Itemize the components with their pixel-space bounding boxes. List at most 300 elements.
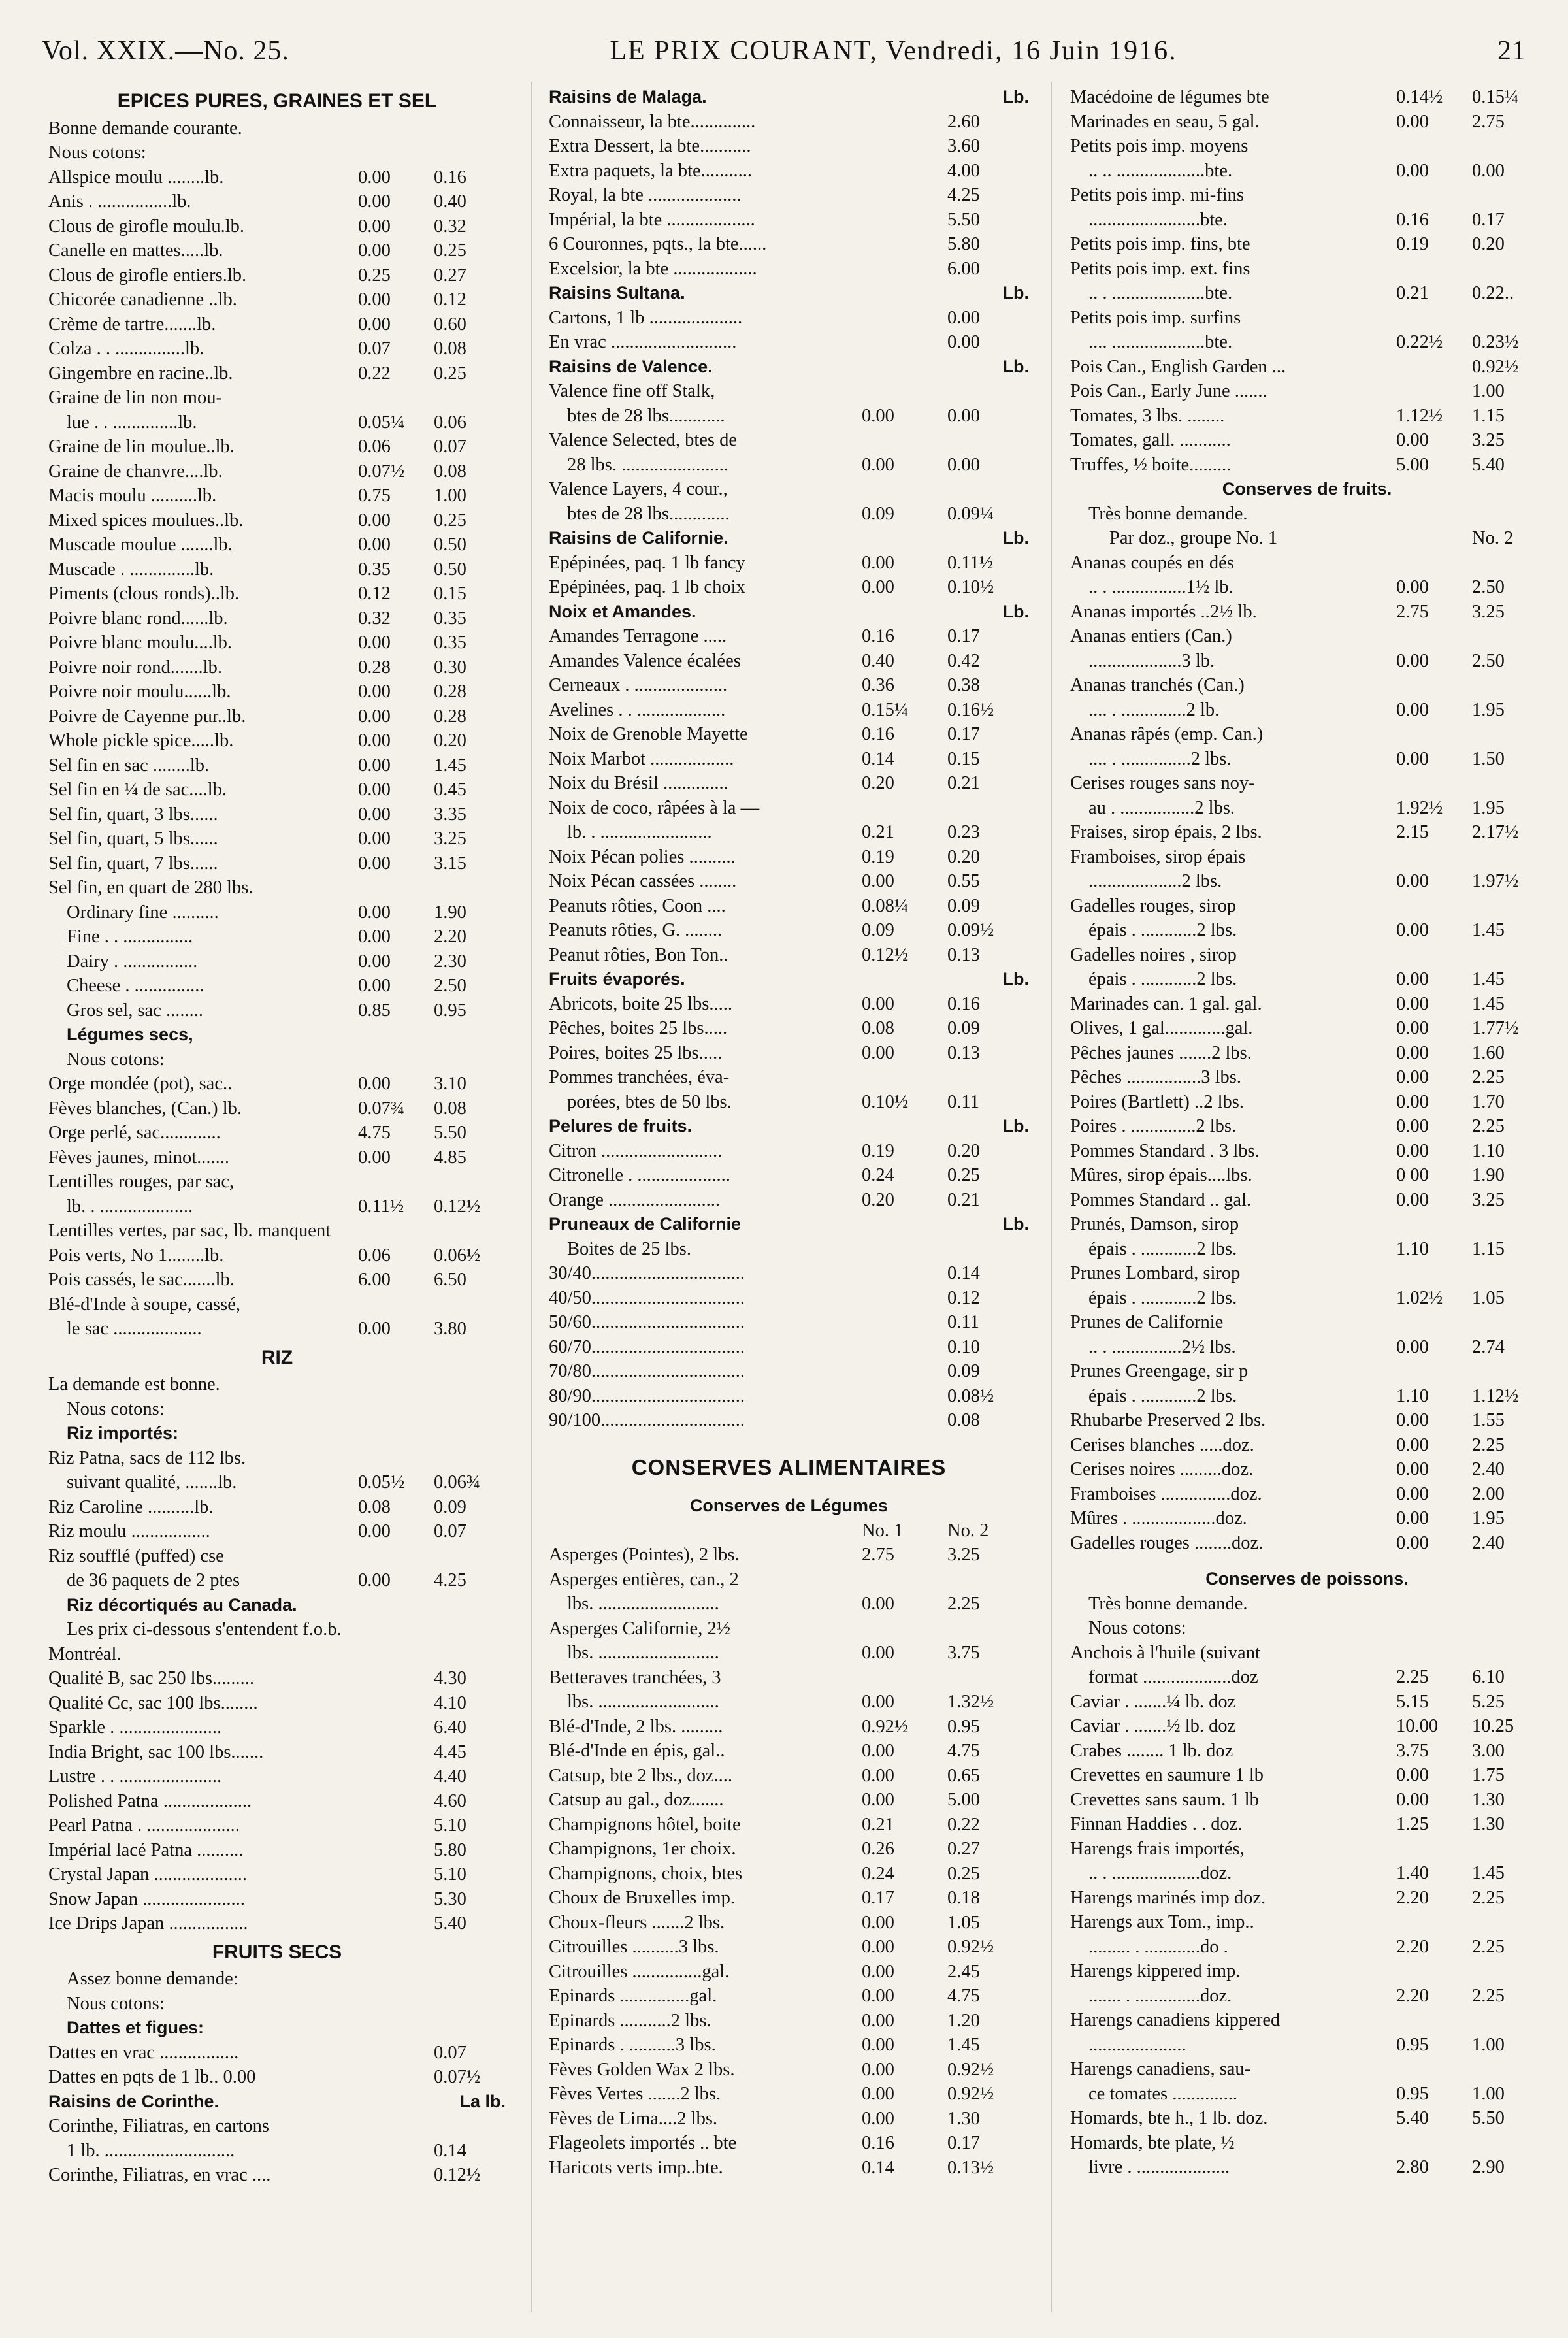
price-high: 0.18 <box>947 1888 980 1908</box>
price-low: 0.26 <box>862 1839 894 1859</box>
subsection-heading <box>549 355 1029 380</box>
text-line: La demande est bonne. <box>48 1374 220 1394</box>
price-high: 2.50 <box>434 976 466 996</box>
price-high: 0.10 <box>947 1336 980 1357</box>
price-high: 0.09 <box>947 1018 980 1038</box>
price-high: 4.30 <box>434 1668 466 1688</box>
price-row <box>1070 1114 1544 1139</box>
item-name: Harengs marinés imp doz. <box>1070 1887 1266 1908</box>
price-low: 0.00 <box>1396 1789 1429 1810</box>
item-name: Rhubarbe Preserved 2 lbs. <box>1070 1410 1266 1430</box>
text-line: Cerises rouges sans noy- <box>1070 773 1255 793</box>
price-row <box>1070 1984 1544 2009</box>
price-high: 6.00 <box>947 258 980 279</box>
item-name: Polished Patna ................... <box>48 1790 252 1811</box>
subsection-title: Pelures de fruits. <box>549 1116 693 1136</box>
price-low: 0.00 <box>1396 748 1429 769</box>
price-low: 0.19 <box>862 846 894 867</box>
price-row <box>1070 1016 1544 1041</box>
item-name: 70/80................................. <box>549 1361 745 1381</box>
price-high: 1.95 <box>1472 1508 1505 1528</box>
price-row <box>48 410 506 435</box>
price-low: 0.00 <box>358 1147 391 1168</box>
text-line: Très bonne demande. <box>1088 1593 1248 1614</box>
item-name: .. . ...............2½ lbs. <box>1088 1336 1236 1357</box>
price-row <box>1070 1788 1544 1813</box>
price-low: 0.00 <box>358 829 391 849</box>
price-low: 0.21 <box>862 822 894 842</box>
price-low: 0.00 <box>358 633 391 653</box>
item-name: épais . ............2 lbs. <box>1088 1287 1237 1308</box>
price-low: 0.00 <box>1396 1459 1429 1479</box>
price-low: 0.00 <box>862 454 894 475</box>
item-name: épais . ............2 lbs. <box>1088 969 1237 989</box>
price-row <box>1070 1935 1544 1960</box>
price-row <box>48 1470 506 1495</box>
item-name: épais . ............2 lbs. <box>1088 1238 1237 1259</box>
price-low: 0.22 <box>358 363 391 384</box>
price-row <box>549 1261 1029 1286</box>
item-name: Citronelle . .................... <box>549 1165 730 1185</box>
price-low: 2.75 <box>1396 601 1429 622</box>
price-high: 3.75 <box>947 1643 980 1663</box>
price-high: 0.12½ <box>434 2165 481 2185</box>
price-high: 1.45 <box>947 2035 980 2055</box>
item-name: Fine . . ............... <box>67 927 193 947</box>
price-low: 0.00 <box>862 405 894 426</box>
price-high: 1.75 <box>1472 1765 1505 1785</box>
price-high: 1.95 <box>1472 699 1505 720</box>
item-name: lbs. .......................... <box>567 1594 719 1614</box>
item-name: Piments (clous ronds)..lb. <box>48 584 240 604</box>
price-row <box>549 306 1029 331</box>
price-high: 5.80 <box>947 234 980 254</box>
price-row <box>48 974 506 998</box>
price-low: 0.00 <box>1396 1091 1429 1112</box>
item-name: Fèves Vertes .......2 lbs. <box>549 2084 721 2104</box>
price-row <box>48 655 506 680</box>
item-name: 80/90................................. <box>549 1385 745 1406</box>
item-name: suivant qualité, .......lb. <box>67 1472 237 1492</box>
text-line: Noix de coco, râpées à la — <box>549 797 760 818</box>
item-name: Impérial, la bte ................... <box>549 209 755 230</box>
item-name: épais . ............2 lbs. <box>1088 920 1237 940</box>
price-row <box>549 2107 1029 2132</box>
text-line: Prunes Lombard, sirop <box>1070 1263 1241 1283</box>
item-name: Pêches ................3 lbs. <box>1070 1067 1242 1087</box>
subsection-heading: Riz décortiqués au Canada. <box>67 1594 297 1615</box>
price-row <box>1070 918 1544 943</box>
price-low: 0.00 <box>862 2035 894 2055</box>
price-high: 3.25 <box>947 1545 980 1565</box>
item-name: ......... . ............do . <box>1088 1936 1228 1957</box>
text-line: Asperges entières, can., 2 <box>549 1569 739 1590</box>
price-low: 0.00 <box>1396 1765 1429 1785</box>
price-high: 0.10½ <box>947 577 994 597</box>
price-row <box>549 1188 1029 1213</box>
price-row <box>549 747 1029 772</box>
section-heading: EPICES PURES, GRAINES ET SEL <box>117 90 437 112</box>
price-high: 5.50 <box>1472 2108 1505 2128</box>
item-name: Qualité Cc, sac 100 lbs........ <box>48 1692 258 1713</box>
price-low: 0.00 <box>1396 871 1429 891</box>
price-high: 5.80 <box>434 1839 466 1860</box>
price-high: 1.00 <box>1472 381 1505 401</box>
price-low: 0.21 <box>862 1814 894 1835</box>
subsection-title: Noix et Amandes. <box>549 601 696 621</box>
price-high: 2.25 <box>1472 1116 1505 1136</box>
price-high: 4.60 <box>434 1790 466 1811</box>
text-line: Petits pois imp. surfins <box>1070 307 1241 328</box>
price-low: 0.00 <box>862 2084 894 2104</box>
price-row <box>48 802 506 827</box>
price-high: 2.74 <box>1472 1336 1505 1357</box>
price-low: 0.00 <box>358 216 391 237</box>
item-name: Orge mondée (pot), sac.. <box>48 1074 233 1094</box>
price-high: 3.15 <box>434 853 466 874</box>
price-row <box>48 484 506 508</box>
item-name: lb. . ........................ <box>567 822 712 842</box>
price-row <box>1070 1861 1544 1886</box>
item-name: Riz moulu ................. <box>48 1521 210 1541</box>
price-high: 6.50 <box>434 1270 466 1290</box>
item-name: Par doz., groupe No. 1 <box>1109 528 1278 548</box>
item-name: Citrouilles ..........3 lbs. <box>549 1937 719 1957</box>
price-row <box>549 134 1029 159</box>
price-low: 0.95 <box>1396 2083 1429 2104</box>
price-low: 0.00 <box>1396 1410 1429 1430</box>
price-low: 0.00 <box>1396 1508 1429 1528</box>
price-high: 0.08 <box>947 1410 980 1430</box>
price-low: 0.00 <box>358 902 391 923</box>
price-low: 0.00 <box>1396 1189 1429 1210</box>
text-line: Très bonne demande. <box>1088 503 1248 524</box>
price-row <box>48 851 506 876</box>
price-row <box>48 1568 506 1593</box>
text-line: Harengs canadiens kippered <box>1070 2010 1281 2030</box>
price-row <box>1070 110 1544 135</box>
item-name: 40/50................................. <box>549 1287 745 1308</box>
price-row <box>48 435 506 459</box>
price-row <box>1070 869 1544 894</box>
price-high: 0.09 <box>434 1496 466 1517</box>
item-name: Cerises blanches .....doz. <box>1070 1434 1254 1455</box>
price-row <box>549 453 1029 478</box>
price-low: 0.00 <box>358 804 391 825</box>
price-row <box>549 2058 1029 2083</box>
price-row <box>48 729 506 753</box>
price-row <box>549 1837 1029 1862</box>
price-high: 5.00 <box>947 1790 980 1810</box>
price-low: 0.00 <box>1396 1116 1429 1136</box>
price-row <box>1070 2106 1544 2131</box>
price-high: 0.13 <box>947 1042 980 1063</box>
price-low: 0.19 <box>862 1140 894 1161</box>
price-low: 10.00 <box>1396 1716 1439 1736</box>
price-high: 1.05 <box>1472 1287 1505 1308</box>
price-row <box>549 1960 1029 1984</box>
unit-label: Lb. <box>1002 87 1029 107</box>
text-line: Assez bonne demande: <box>67 1969 238 1989</box>
price-low: 0.00 <box>862 552 894 573</box>
text-line: Bonne demande courante. <box>48 118 242 139</box>
price-row <box>549 918 1029 943</box>
item-name: 90/100............................... <box>549 1410 745 1430</box>
price-low: 0.00 <box>1396 699 1429 720</box>
price-row <box>1070 379 1544 404</box>
price-high: 0.09½ <box>947 920 994 940</box>
price-low: 0.85 <box>358 1000 391 1021</box>
item-name: Poires (Bartlett) ..2 lbs. <box>1070 1091 1244 1112</box>
item-name: Truffes, ½ boite......... <box>1070 454 1232 475</box>
price-low: 0.00 <box>862 1986 894 2006</box>
price-row <box>48 1789 506 1814</box>
price-high: 0.13½ <box>947 2157 994 2178</box>
price-low: 0.00 <box>862 1643 894 1663</box>
unit-label: Lb. <box>1002 1116 1029 1136</box>
price-low: 0.24 <box>862 1863 894 1884</box>
price-low: 0.00 <box>358 191 391 212</box>
price-row <box>48 288 506 312</box>
price-row <box>1070 1286 1544 1311</box>
price-high: 3.60 <box>947 136 980 156</box>
item-name: Ananas importés ..2½ lb. <box>1070 601 1257 622</box>
price-row <box>549 208 1029 233</box>
price-low: 0.14 <box>862 748 894 769</box>
price-high: 2.60 <box>947 111 980 132</box>
price-row <box>1070 1482 1544 1507</box>
item-name: Blé-d'Inde en épis, gal.. <box>549 1741 725 1761</box>
price-row <box>48 337 506 361</box>
item-name: Fèves blanches, (Can.) lb. <box>48 1098 242 1119</box>
item-name: btes de 28 lbs............. <box>567 503 730 524</box>
price-row <box>549 649 1029 674</box>
text-line: Petits pois imp. mi-fins <box>1070 185 1245 205</box>
item-name: Caviar . .......¼ lb. doz <box>1070 1691 1236 1712</box>
price-high: 1.55 <box>1472 1410 1505 1430</box>
item-name: Noix Pécan cassées ........ <box>549 871 737 891</box>
item-name: livre . .................... <box>1088 2157 1230 2177</box>
price-row <box>48 2139 506 2164</box>
text-line: Nous cotons: <box>67 1398 165 1419</box>
item-name: épais . ............2 lbs. <box>1088 1385 1237 1406</box>
item-name: Champignons, 1er choix. <box>549 1839 736 1859</box>
subsection-heading <box>549 526 1029 551</box>
price-row <box>1070 600 1544 625</box>
price-low: 0.09 <box>862 920 894 940</box>
item-name: ........................bte. <box>1088 209 1228 230</box>
price-high: 0.09 <box>947 895 980 916</box>
price-row <box>48 631 506 655</box>
price-low: 0.25 <box>358 265 391 286</box>
price-high: 3.35 <box>434 804 466 825</box>
price-low: 3.75 <box>1396 1740 1429 1761</box>
price-high: 2.25 <box>1472 1936 1505 1957</box>
price-high: 4.85 <box>434 1147 466 1168</box>
item-name: Orange ........................ <box>549 1189 720 1210</box>
price-low: 2.25 <box>1396 1667 1429 1687</box>
item-name: Fèves jaunes, minot....... <box>48 1147 230 1168</box>
item-name: Poivre blanc rond......lb. <box>48 608 228 629</box>
price-high: 0.20 <box>434 731 466 751</box>
price-low: 0.00 <box>862 1692 894 1712</box>
price-low: 0.95 <box>1396 2034 1429 2055</box>
price-high: 0.22.. <box>1472 283 1514 303</box>
price-row <box>48 582 506 606</box>
price-high: 1.30 <box>1472 1814 1505 1834</box>
price-row <box>549 820 1029 845</box>
price-row <box>549 1739 1029 1764</box>
item-name: .. . ...................doz. <box>1088 1863 1232 1883</box>
price-high: 4.00 <box>947 160 980 181</box>
price-row <box>1070 1763 1544 1788</box>
price-column-1 <box>48 85 506 2312</box>
price-row <box>549 1335 1029 1360</box>
price-row <box>48 1145 506 1170</box>
price-high: 0.25 <box>434 510 466 531</box>
price-high: 0.92½ <box>947 1937 994 1957</box>
price-low: 0.00 <box>358 1319 391 1339</box>
price-row <box>549 232 1029 257</box>
price-row <box>48 2065 506 2090</box>
price-row <box>48 1666 506 1691</box>
price-low: 0.00 <box>1396 1067 1429 1087</box>
item-name: .... . ...............2 lbs. <box>1088 748 1232 769</box>
price-row <box>549 1163 1029 1188</box>
item-name: Orge perlé, sac............. <box>48 1123 221 1143</box>
text-line: Prunes de Californie <box>1070 1312 1224 1332</box>
price-high: 3.25 <box>1472 601 1505 622</box>
item-name: lbs. .......................... <box>567 1643 719 1663</box>
price-row <box>1070 330 1544 355</box>
item-name: Lustre . . ...................... <box>48 1766 222 1786</box>
item-name: Finnan Haddies . . doz. <box>1070 1814 1243 1834</box>
price-high: 0.55 <box>947 871 980 891</box>
item-name: Dattes en vrac ................. <box>48 2042 239 2063</box>
price-row <box>549 2131 1029 2156</box>
price-row <box>1070 1384 1544 1409</box>
price-high: 2.17½ <box>1472 822 1519 842</box>
price-row <box>48 1691 506 1716</box>
price-high: 0.17 <box>1472 209 1505 230</box>
item-name: Flageolets importés .. bte <box>549 2133 737 2153</box>
item-name: Sparkle . ...................... <box>48 1717 222 1737</box>
price-high: 5.30 <box>434 1888 466 1909</box>
price-high: 1.45 <box>1472 993 1505 1014</box>
price-low: 0.12½ <box>862 944 909 965</box>
section-heading: CONSERVES ALIMENTAIRES <box>631 1455 947 1479</box>
item-name: lue . . ..............lb. <box>67 412 197 433</box>
price-row <box>48 1911 506 1936</box>
item-name: Snow Japan ...................... <box>48 1888 245 1909</box>
price-high: 0.11½ <box>947 552 994 573</box>
price-low: 0.07 <box>358 338 391 359</box>
item-name: Fraises, sirop épais, 2 lbs. <box>1070 822 1262 842</box>
item-name: Pommes Standard . 3 lbs. <box>1070 1140 1260 1161</box>
price-high: 4.45 <box>434 1741 466 1762</box>
item-name: Epépinées, paq. 1 lb choix <box>549 577 745 597</box>
item-name: Noix du Brésil .............. <box>549 773 728 793</box>
price-high: 0.00 <box>947 405 980 426</box>
price-row <box>549 1911 1029 1935</box>
price-low: 0.16 <box>1396 209 1429 230</box>
column-rule <box>531 82 532 2312</box>
item-name: Crevettes en saumure 1 lb <box>1070 1765 1264 1785</box>
price-low: 0.00 <box>358 682 391 702</box>
item-name: Excelsior, la bte .................. <box>549 258 757 279</box>
price-low: 0.06 <box>358 1245 391 1266</box>
price-row <box>1070 992 1544 1017</box>
price-row <box>549 1886 1029 1911</box>
price-high: 1.45 <box>1472 1863 1505 1883</box>
text-line: Nous cotons: <box>67 1049 165 1070</box>
price-high: 1.00 <box>1472 2083 1505 2104</box>
price-row <box>1070 355 1544 380</box>
price-row <box>549 257 1029 282</box>
unit-label: Lb. <box>1002 528 1029 548</box>
price-row <box>549 1090 1029 1115</box>
item-name: Graine de chanvre....lb. <box>48 461 223 482</box>
price-high: 1.97½ <box>1472 871 1519 891</box>
price-low: 1.12½ <box>1396 405 1443 426</box>
price-row <box>1070 1714 1544 1739</box>
price-low: 0.00 <box>358 1521 391 1541</box>
text-line: Harengs frais importés, <box>1070 1838 1245 1859</box>
item-name: Epinards ...............gal. <box>549 1986 717 2006</box>
price-low: 1.02½ <box>1396 1287 1443 1308</box>
subsection-heading <box>549 1212 1029 1237</box>
item-name: Pois cassés, le sac.......lb. <box>48 1270 235 1290</box>
price-high: 0.65 <box>947 1765 980 1786</box>
item-name: En vrac ........................... <box>549 332 737 352</box>
price-low: 0.00 <box>358 535 391 555</box>
price-high: 0.50 <box>434 559 466 580</box>
item-name: lbs. .......................... <box>567 1692 719 1712</box>
item-name: Peanut rôties, Bon Ton.. <box>549 944 728 965</box>
price-low: 0.05¼ <box>358 412 405 433</box>
item-name: Dairy . ................ <box>67 951 198 972</box>
price-high: 0.30 <box>434 657 466 678</box>
item-name: Fèves de Lima....2 lbs. <box>549 2108 718 2129</box>
price-row <box>549 894 1029 919</box>
price-high: 0.25 <box>434 363 466 384</box>
page-header <box>42 27 1526 67</box>
price-high: 1.32½ <box>947 1692 994 1712</box>
item-name: Gros sel, sac ........ <box>67 1000 203 1021</box>
price-low: 0.00 <box>862 1594 894 1614</box>
item-name: Mûres . ..................doz. <box>1070 1508 1247 1528</box>
item-name: Amandes Valence écalées <box>549 650 741 671</box>
price-row <box>48 1121 506 1145</box>
price-low: 1.10 <box>1396 1238 1429 1259</box>
price-low: 0.16 <box>862 626 894 646</box>
subsection-heading <box>549 600 1029 625</box>
price-low: 0.09 <box>862 503 894 524</box>
price-high: 0.23 <box>947 822 980 842</box>
price-row <box>48 753 506 778</box>
price-high: 0.23½ <box>1472 332 1519 352</box>
price-row <box>549 845 1029 870</box>
price-row <box>549 1813 1029 1837</box>
price-high: 2.45 <box>947 1961 980 1982</box>
unit-label: Lb. <box>1002 969 1029 989</box>
price-low: 0.00 <box>358 976 391 996</box>
volume-number: Vol. XXIX.—No. 25. <box>42 36 289 66</box>
price-row <box>48 1887 506 1912</box>
item-name: Muscade . ..............lb. <box>48 559 214 580</box>
item-name: Amandes Terragone ..... <box>549 626 727 646</box>
price-low: No. 1 <box>862 1520 904 1541</box>
